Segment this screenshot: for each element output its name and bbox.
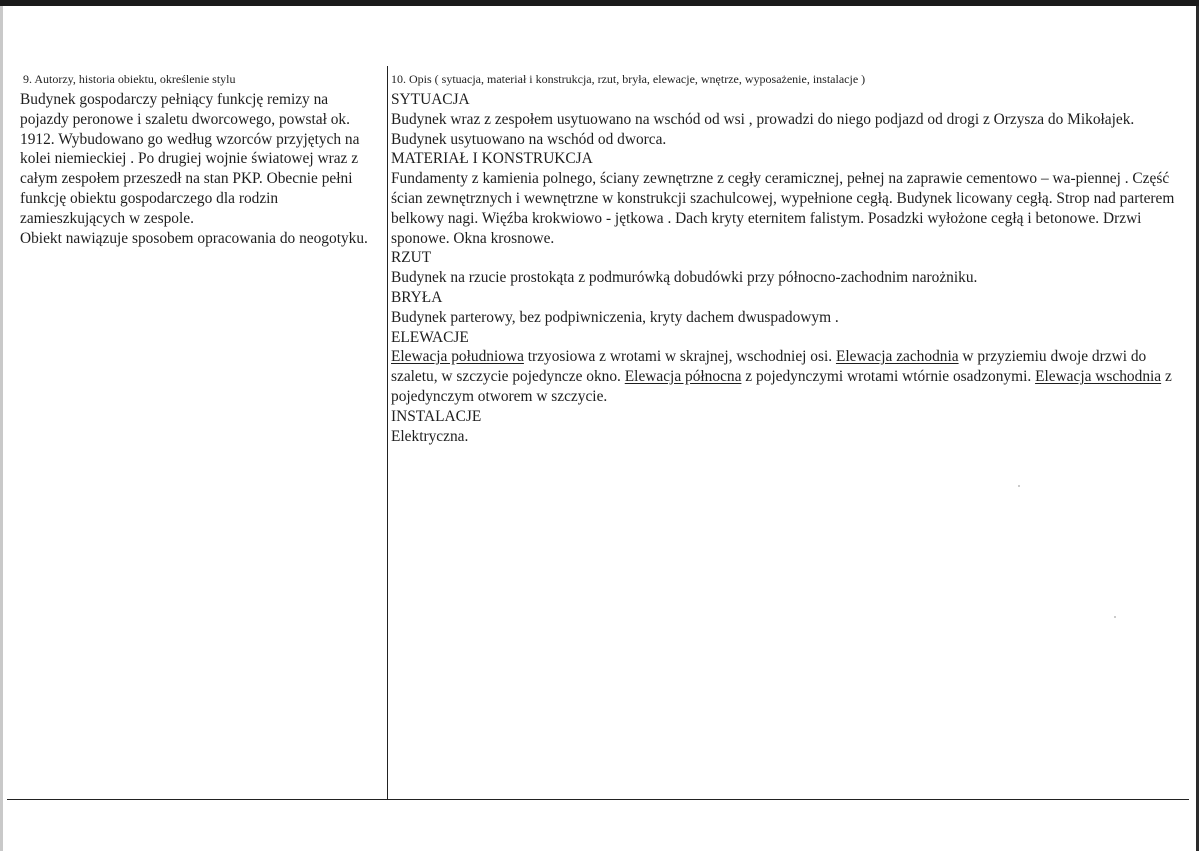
history-header: 9. Autorzy, historia obiektu, określenie stylu <box>23 72 236 86</box>
bottom-rule <box>7 799 1189 800</box>
west-elevation-label: Elewacja zachodnia <box>835 348 959 366</box>
scan-speck <box>1018 485 1020 487</box>
section-title-elewacje: ELEWACJE <box>391 328 469 346</box>
south-elevation-text: trzyosiowa z wrotami w skrajnej, wschodniej osi. <box>523 348 836 366</box>
north-elevation-text: z pojedynczymi wrotami wtórnie osadzonymi. <box>741 368 1036 386</box>
south-elevation-label: Elewacja południowa <box>391 348 524 366</box>
west-elevation-text: w przyziemiu dwoje drzwi do szaletu, w szczycie pojedyncze okno. <box>391 348 1147 386</box>
section-text-material: Fundamenty z kamienia polnego, ściany zewnętrzne z cegły ceramicznej, pełnej na zaprawie cementowo – wa-piennej . Część ścian zewnętrznych i wewnętrzne w konstrukcji szachulcowej, wypełnione cegłą. Budynek licowany cegłą. Strop nad parterem belkowy nagi. Więźba krokwiowo - jętkowa . Dach kryty eternitem falistym. Posadzki wyłożone cegłą i betonowe. Drzwi sponowe. Okna krosnowe. <box>391 170 1175 247</box>
section-title-material: MATERIAŁ I KONSTRUKCJA <box>391 150 593 168</box>
east-elevation-label: Elewacja wschodnia <box>1035 368 1162 386</box>
north-elevation-label: Elewacja północna <box>624 368 742 386</box>
description-column <box>391 72 1186 446</box>
section-text-rzut: Budynek na rzucie prostokąta z podmurówką dobudówki przy północno-zachodnim narożniku. <box>391 269 978 287</box>
section-title-bryla: BRYŁA <box>391 288 443 306</box>
column-divider <box>387 66 388 800</box>
style-paragraph: Obiekt nawiązuje sposobem opracowania do neogotyku. <box>20 229 368 247</box>
description-header: 10. Opis ( sytuacja, materiał i konstrukcja, rzut, bryła, elewacje, wnętrze, wyposażenie, instalacje ) <box>391 72 866 86</box>
section-title-instalacje: INSTALACJE <box>391 407 482 425</box>
section-text-elewacje <box>391 347 1186 406</box>
scan-speck <box>1114 616 1116 618</box>
scan-left-edge <box>0 6 3 851</box>
section-title-sytuacja: SYTUACJA <box>391 91 470 108</box>
history-paragraph: Budynek gospodarczy pełniący funkcję remizy na pojazdy peronowe i szaletu dworcowego, powstał ok. 1912. Wybudowano go według wzorców przyjętych na kolei niemieckiej . Po drugiej wojnie światowej wraz z całym zespołem przeszedł na stan PKP. Obecnie pełni funkcję obiektu gospodarczego dla rodzin zamieszkujących w zespole. <box>20 91 360 227</box>
east-elevation-text: z pojedynczym otworem w szczycie. <box>391 368 1172 405</box>
section-text-instalacje: Elektryczna. <box>391 427 469 445</box>
section-text-sytuacja: Budynek wraz z zespołem usytuowano na wschód od wsi , prowadzi do niego podjazd od drogi z Orzysza do Mikołajek. Budynek usytuowano na wschód od dworca. <box>391 110 1135 148</box>
section-text-bryla: Budynek parterowy, bez podpiwniczenia, kryty dachem dwuspadowym . <box>391 308 839 326</box>
history-column <box>20 72 380 248</box>
scan-top-edge <box>0 0 1199 6</box>
section-title-rzut: RZUT <box>391 249 432 267</box>
